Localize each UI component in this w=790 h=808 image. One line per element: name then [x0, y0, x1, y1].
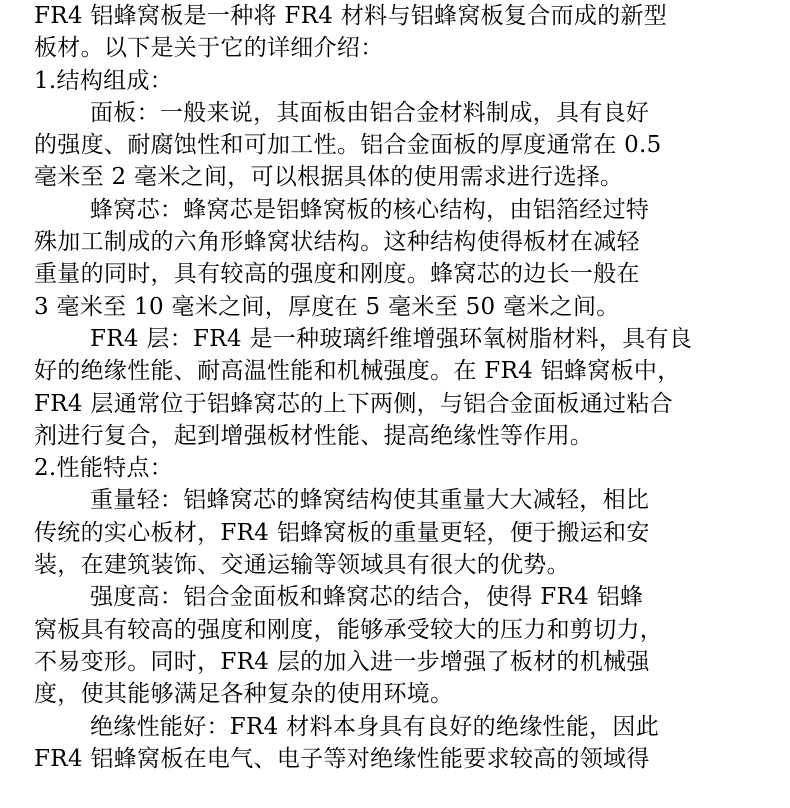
text-line: 重量轻：铝蜂窝芯的蜂窝结构使其重量大大减轻，相比 [90, 487, 650, 514]
text-line: 强度高：铝合金面板和蜂窝芯的结合，使得 FR4 铝蜂 [90, 584, 644, 611]
text-line: 毫米至 2 毫米之间，可以根据具体的使用需求进行选择。 [34, 164, 624, 191]
text-line: FR4 层通常位于铝蜂窝芯的上下两侧，与铝合金面板通过粘合 [34, 390, 673, 417]
text-line: 传统的实心板材，FR4 铝蜂窝板的重量更轻，便于搬运和安 [34, 519, 650, 546]
section-heading: 1.结构组成： [34, 67, 174, 94]
text-line: 度，使其能够满足各种复杂的使用环境。 [34, 681, 454, 708]
text-line: 殊加工制成的六角形蜂窝状结构。这种结构使得板材在减轻 [34, 229, 640, 256]
text-line: 的强度、耐腐蚀性和可加工性。铝合金面板的厚度通常在 0.5 [34, 132, 662, 159]
document-body [34, 0, 782, 775]
text-line: 蜂窝芯：蜂窝芯是铝蜂窝板的核心结构，由铝箔经过特 [90, 196, 650, 223]
text-line: 板材。以下是关于它的详细介绍： [34, 35, 384, 62]
text-line: 不易变形。同时，FR4 层的加入进一步增强了板材的机械强 [34, 648, 650, 675]
text-line: 装，在建筑装饰、交通运输等领域具有很大的优势。 [34, 552, 570, 579]
section-heading: 2.性能特点： [34, 455, 174, 482]
text-line: 重量的同时，具有较高的强度和刚度。蜂窝芯的边长一般在 [34, 261, 640, 288]
text-line: 绝缘性能好：FR4 材料本身具有良好的绝缘性能，因此 [90, 713, 660, 740]
text-line: FR4 铝蜂窝板是一种将 FR4 材料与铝蜂窝板复合而成的新型 [34, 3, 668, 29]
text-line: 剂进行复合，起到增强板材性能、提高绝缘性等作用。 [34, 422, 594, 449]
text-line: 窝板具有较高的强度和刚度，能够承受较大的压力和剪切力， [34, 616, 664, 643]
text-line: FR4 层：FR4 是一种玻璃纤维增强环氧树脂材料，具有良 [90, 325, 693, 352]
text-line: 3 毫米至 10 毫米之间，厚度在 5 毫米至 50 毫米之间。 [34, 293, 620, 320]
text-line: 好的绝缘性能、耐高温性能和机械强度。在 FR4 铝蜂窝板中， [34, 358, 681, 385]
text-line: 面板：一般来说，其面板由铝合金材料制成，具有良好 [90, 99, 650, 126]
text-line: FR4 铝蜂窝板在电气、电子等对绝缘性能要求较高的领域得 [34, 745, 650, 772]
